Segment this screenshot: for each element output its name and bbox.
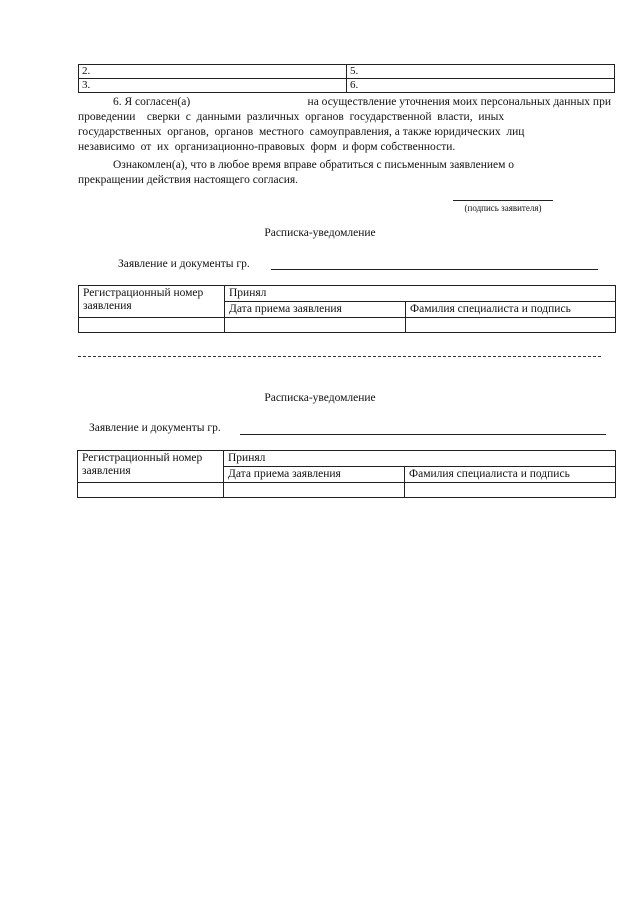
accepted-header: Принял	[224, 451, 616, 467]
reg-number-cell[interactable]	[79, 318, 225, 333]
consent-line-4: независимо от их организационно-правовых форм и форм собственности.	[78, 141, 456, 153]
specialist-cell[interactable]	[406, 318, 616, 333]
reg-number-header: Регистрационный номер заявления	[78, 451, 224, 483]
accepted-header: Принял	[225, 286, 616, 302]
consent-line-1-right: на осуществление уточнения моих персональных данных при	[307, 96, 611, 108]
receipt-1-name-line[interactable]	[271, 269, 598, 270]
consent-line-5: Ознакомлен(а), что в любое время вправе обратиться с письменным заявлением о	[113, 159, 515, 171]
receipt-2-statement: Заявление и документы гр.	[89, 422, 221, 434]
table-row	[79, 286, 616, 302]
table-row	[79, 65, 615, 79]
table-row	[78, 451, 616, 467]
table-row	[79, 79, 615, 93]
receipt-2-name-line[interactable]	[240, 434, 606, 435]
receipt-1-statement: Заявление и документы гр.	[118, 258, 250, 270]
consent-line-3: государственных органов, органов местного самоуправления, а также юридических лиц	[78, 126, 525, 138]
table-cell: 3.	[79, 79, 347, 93]
reg-number-cell[interactable]	[78, 483, 224, 498]
numbered-list-table	[78, 64, 615, 93]
table-row	[79, 318, 616, 333]
receipt-2-title: Расписка-уведомление	[264, 392, 376, 404]
consent-line-2: проведении сверки с данными различных органов государственной власти, иных	[78, 111, 505, 123]
specialist-cell[interactable]	[405, 483, 616, 498]
signature-line	[453, 200, 553, 201]
date-cell[interactable]	[224, 483, 405, 498]
date-cell[interactable]	[225, 318, 406, 333]
receipt-2-table	[77, 450, 616, 498]
date-header: Дата приема заявления	[224, 467, 405, 483]
table-cell: 5.	[347, 65, 615, 79]
reg-number-header: Регистрационный номер заявления	[79, 286, 225, 318]
table-cell: 2.	[79, 65, 347, 79]
receipt-1-title: Расписка-уведомление	[264, 227, 376, 239]
consent-line-6: прекращении действия настоящего согласия.	[78, 174, 299, 186]
specialist-header: Фамилия специалиста и подпись	[405, 467, 616, 483]
consent-line-1-left: 6. Я согласен(а)	[113, 96, 191, 108]
specialist-header: Фамилия специалиста и подпись	[406, 302, 616, 318]
receipt-1-table	[78, 285, 616, 333]
cut-line	[78, 356, 601, 357]
signature-caption: (подпись заявителя)	[464, 203, 542, 213]
table-row	[78, 483, 616, 498]
date-header: Дата приема заявления	[225, 302, 406, 318]
table-cell: 6.	[347, 79, 615, 93]
